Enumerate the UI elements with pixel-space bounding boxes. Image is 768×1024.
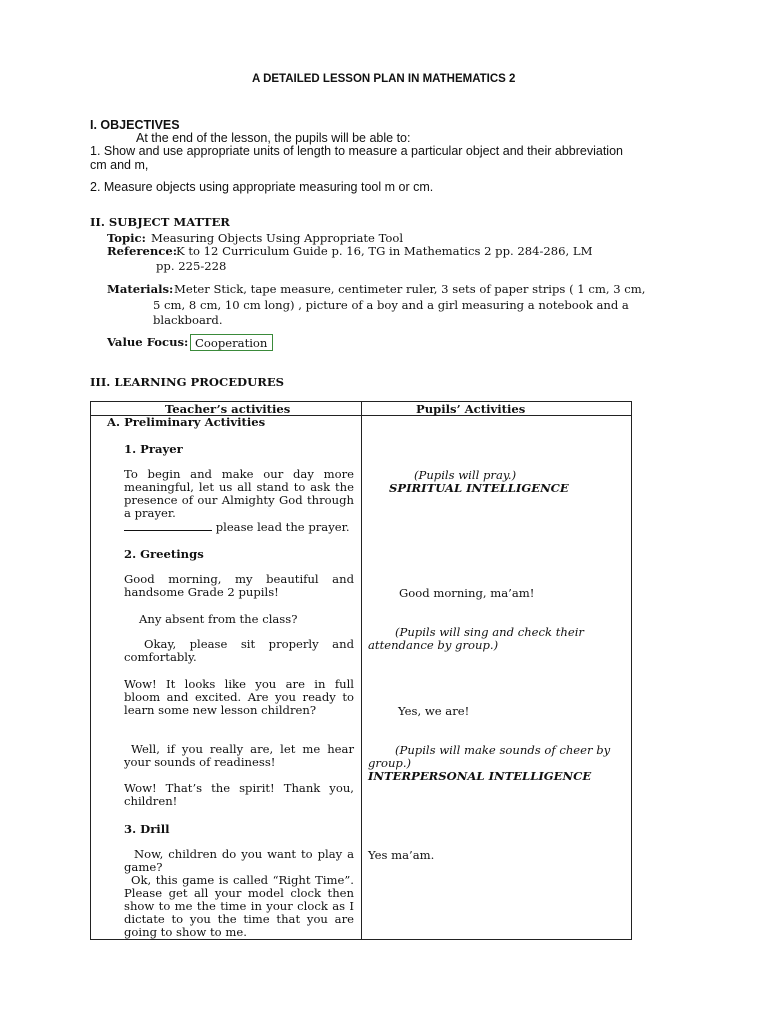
drill-pupil-response: Yes ma’am. (368, 848, 435, 862)
document-title: A DETAILED LESSON PLAN IN MATHEMATICS 2 (252, 73, 516, 85)
full-bloom-text: Wow! It looks like you are in full bloom and excited. Are you ready to learn some new lesson children? (124, 677, 354, 717)
table-column-divider (361, 401, 362, 940)
procedures-heading: III. LEARNING PROCEDURES (90, 375, 285, 389)
reference-label: Reference: (107, 244, 178, 258)
greetings-pupil-response: Good morning, ma’am! (399, 586, 535, 600)
spirit-text: Wow! That’s the spirit! Thank you, children! (124, 781, 354, 808)
column-header-pupils: Pupils’ Activities (416, 402, 526, 416)
prayer-heading: 1. Prayer (124, 442, 183, 456)
drill-heading: 3. Drill (124, 822, 170, 836)
materials-label: Materials: (107, 282, 174, 296)
subject-matter-heading: II. SUBJECT MATTER (90, 215, 230, 229)
prayer-intelligence: SPIRITUAL INTELLIGENCE (389, 481, 569, 495)
materials-line-2: 5 cm, 8 cm, 10 cm long) , picture of a boy and a girl measuring a notebook and a (153, 298, 629, 312)
reference-line-1: K to 12 Curriculum Guide p. 16, TG in Mathematics 2 pp. 284-286, LM (176, 244, 593, 258)
drill-text-2: Ok, this game is called “Right Time”. Please get all your model clock then show to me the time in your clock as I dictate to you the time that you are going to show to me. (124, 873, 354, 939)
readiness-pupil-response-1: (Pupils will make sounds of cheer by (395, 743, 611, 757)
sit-pupil-response-2: attendance by group.) (368, 638, 499, 652)
absent-question: Any absent from the class? (139, 612, 298, 626)
greetings-heading: 2. Greetings (124, 547, 204, 561)
objective-1-line-1: 1. Show and use appropriate units of length to measure a particular object and their abbreviation (90, 144, 623, 158)
prayer-lead-line (124, 520, 350, 534)
materials-line-3: blackboard. (153, 313, 223, 327)
full-bloom-pupil-response: Yes, we are! (398, 704, 470, 718)
prayer-lead-text: please lead the prayer. (215, 520, 350, 534)
drill-text-1: Now, children do you want to play a game? (124, 847, 354, 874)
objective-1-line-2: cm and m, (90, 158, 149, 172)
prayer-text: To begin and make our day more meaningful, let us all stand to ask the presence of our Almighty God through a prayer. (124, 467, 354, 520)
objective-2: 2. Measure objects using appropriate measuring tool m or cm. (90, 180, 434, 194)
objectives-intro: At the end of the lesson, the pupils will be able to: (136, 131, 411, 145)
topic-label: Topic: (107, 231, 146, 245)
sit-pupil-response-1: (Pupils will sing and check their (395, 625, 584, 639)
objectives-heading: I. OBJECTIVES (90, 118, 180, 132)
section-preliminary-activities: A. Preliminary Activities (107, 415, 266, 429)
value-focus-label: Value Focus: (107, 335, 189, 349)
readiness-intelligence: INTERPERSONAL INTELLIGENCE (368, 769, 592, 783)
value-focus-box: Cooperation (190, 334, 273, 351)
materials-line-1: Meter Stick, tape measure, centimeter ruler, 3 sets of paper strips ( 1 cm, 3 cm, (174, 282, 646, 296)
sit-properly-text: Okay, please sit properly and comfortably. (124, 637, 354, 664)
blank-line (124, 521, 212, 531)
column-header-teacher: Teacher’s activities (165, 402, 291, 416)
readiness-text: Well, if you really are, let me hear your sounds of readiness! (124, 742, 354, 769)
prayer-pupil-response: (Pupils will pray.) (414, 468, 517, 482)
readiness-pupil-response-2: group.) (368, 756, 412, 770)
greetings-text: Good morning, my beautiful and handsome Grade 2 pupils! (124, 572, 354, 599)
reference-line-2: pp. 225-228 (156, 259, 227, 273)
topic-value: Measuring Objects Using Appropriate Tool (151, 231, 404, 245)
